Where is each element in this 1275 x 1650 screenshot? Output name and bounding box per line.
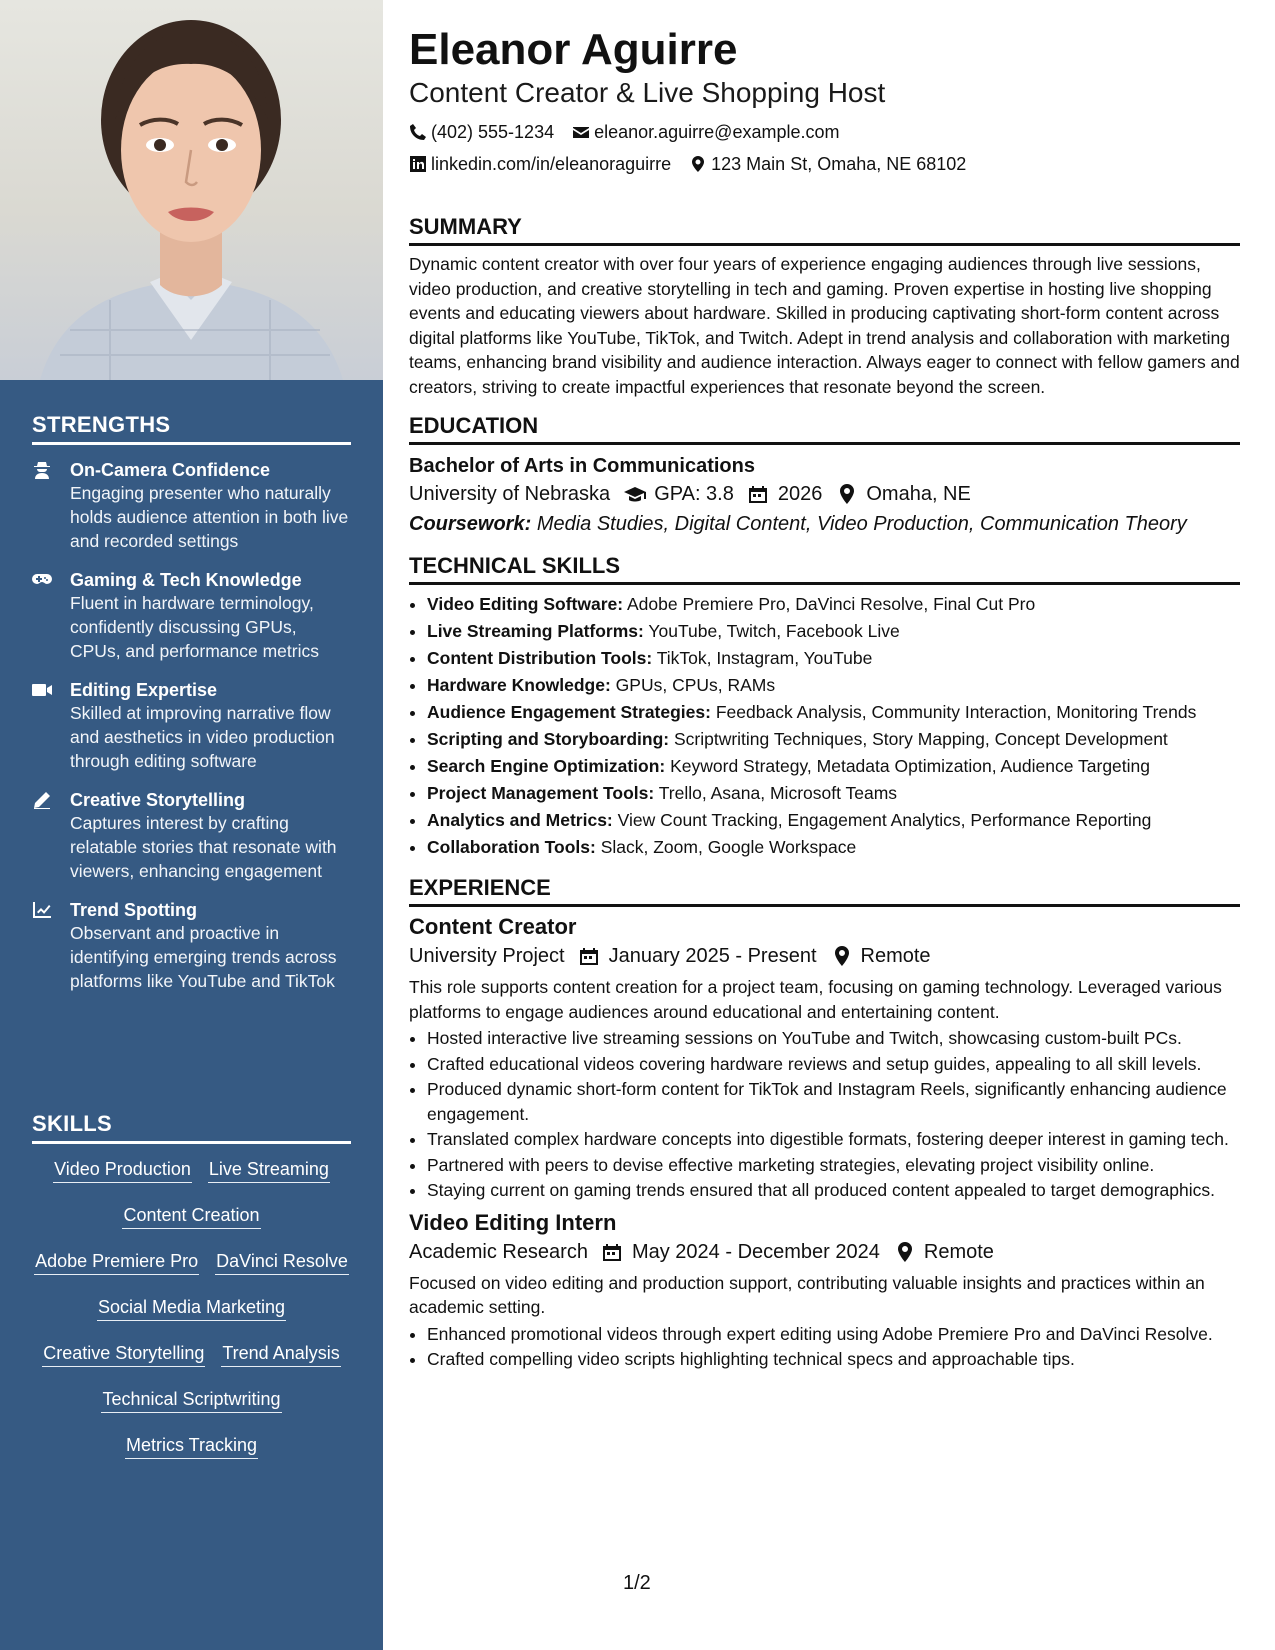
strength-item xyxy=(32,569,351,663)
strength-desc: Skilled at improving narrative flow and aesthetics in video production through editing software xyxy=(70,703,335,771)
skill-tag: Adobe Premiere Pro xyxy=(34,1250,199,1275)
skill-value: TikTok, Instagram, YouTube xyxy=(656,648,873,668)
skill-label: Project Management Tools: xyxy=(427,783,655,803)
strength-desc: Fluent in hardware terminology, confidently discussing GPUs, CPUs, and performance metrics xyxy=(70,593,319,661)
education-title: EDUCATION xyxy=(409,413,1240,445)
summary-text: Dynamic content creator with over four years of experience engaging audiences through live sessions, video production, and creative storytelling in tech and gaming. Proven expertise in hosting live shopping events and educating viewers about hardware. Skilled in producing captivating short-form content across digital platforms like YouTube, TikTok, and Twitch. Adept in trend analysis and collaboration with marketing teams, enhancing brand visibility and audience interaction. Always eager to connect with fellow gamers and creators, striving to create impactful experiences that resonate beyond the screen. xyxy=(409,254,1240,397)
calendar-icon xyxy=(602,1242,624,1262)
strength-title: On-Camera Confidence xyxy=(70,460,271,480)
job-description: This role supports content creation for a project team, focusing on gaming technology. Leveraged various platforms to engage audiences around educational and entertaining content. xyxy=(409,977,1222,1022)
video-camera-icon xyxy=(32,679,70,773)
skill-tag: DaVinci Resolve xyxy=(215,1250,349,1275)
job-description: Focused on video editing and production support, contributing valuable insights and practices within an academic setting. xyxy=(409,1272,1205,1317)
map-marker-icon xyxy=(836,484,858,504)
skill-label: Content Distribution Tools: xyxy=(427,648,653,668)
email-text[interactable]: eleanor.aguirre@example.com xyxy=(594,122,840,142)
linkedin-text[interactable]: linkedin.com/in/eleanoraguirre xyxy=(431,154,672,174)
candidate-role: Content Creator & Live Shopping Host xyxy=(409,77,886,108)
page-number: 1/2 xyxy=(623,1572,651,1594)
map-marker-icon xyxy=(689,155,707,173)
list-item: • Crafted educational videos covering hardware reviews and setup guides, appealing to all skill levels. xyxy=(427,1052,1240,1077)
skill-label: Analytics and Metrics: xyxy=(427,810,613,830)
skill-label: Video Editing Software: xyxy=(427,594,624,614)
experience-entry xyxy=(409,1209,1240,1372)
coursework-label: Coursework: xyxy=(409,513,532,535)
list-item: • Partnered with peers to devise effective marketing strategies, elevating project visibility online. xyxy=(427,1153,1240,1178)
skill-label: Audience Engagement Strategies: xyxy=(427,702,711,722)
graduation-cap-icon xyxy=(624,484,646,504)
list-item xyxy=(427,591,1240,618)
job-org: University Project xyxy=(409,945,565,967)
user-secret-icon xyxy=(32,459,70,553)
education-degree: Bachelor of Arts in Communications xyxy=(409,455,755,477)
job-title: Content Creator xyxy=(409,914,577,939)
job-bullets xyxy=(409,1322,1240,1372)
job-org: Academic Research xyxy=(409,1240,588,1263)
skill-label: Hardware Knowledge: xyxy=(427,675,611,695)
envelope-icon xyxy=(572,123,590,141)
profile-portrait-illustration xyxy=(0,0,383,380)
skill-value: Adobe Premiere Pro, DaVinci Resolve, Final Cut Pro xyxy=(627,594,1036,614)
skill-tag: Content Creation xyxy=(122,1204,260,1229)
list-item xyxy=(427,645,1240,672)
sidebar xyxy=(0,0,383,1650)
address-text: 123 Main St, Omaha, NE 68102 xyxy=(711,154,967,174)
list-item: • Translated complex hardware concepts into digestible formats, fostering deeper interest in gaming tech. xyxy=(427,1127,1240,1152)
skill-tag: Technical Scriptwriting xyxy=(101,1388,281,1413)
strength-title: Creative Storytelling xyxy=(70,790,246,810)
strength-item xyxy=(32,679,351,773)
job-dates: May 2024 - December 2024 xyxy=(631,1240,880,1263)
strengths-section xyxy=(32,412,351,1009)
strength-desc: Observant and proactive in identifying emerging trends across platforms like YouTube and TikTok xyxy=(70,923,337,991)
technical-skills-title: TECHNICAL SKILLS xyxy=(409,553,1240,585)
skill-tag: Trend Analysis xyxy=(221,1342,340,1367)
job-meta xyxy=(409,1237,1240,1267)
skill-value: Scriptwriting Techniques, Story Mapping, Concept Development xyxy=(673,729,1168,749)
strength-item xyxy=(32,459,351,553)
strength-title: Trend Spotting xyxy=(70,900,197,920)
skill-tag: Live Streaming xyxy=(208,1158,330,1183)
gamepad-icon xyxy=(32,569,70,663)
job-location: Remote xyxy=(923,1240,994,1263)
education-meta xyxy=(409,479,1240,509)
skill-label: Collaboration Tools: xyxy=(427,837,596,857)
job-bullets xyxy=(409,1026,1240,1203)
education-year: 2026 xyxy=(777,483,823,505)
contact-row xyxy=(409,116,1240,148)
linkedin-contact[interactable] xyxy=(409,148,671,180)
skills-list xyxy=(32,1158,351,1459)
experience-entry xyxy=(409,913,1240,1203)
skill-value: Feedback Analysis, Community Interaction, Monitoring Trends xyxy=(715,702,1197,722)
strength-desc: Captures interest by crafting relatable stories that resonate with viewers, enhancing engagement xyxy=(70,813,337,881)
skill-value: Trello, Asana, Microsoft Teams xyxy=(658,783,898,803)
list-item: • Hosted interactive live streaming sessions on YouTube and Twitch, showcasing custom-built PCs. xyxy=(427,1026,1240,1051)
list-item xyxy=(427,753,1240,780)
coursework-list: Media Studies, Digital Content, Video Production, Communication Theory xyxy=(536,513,1187,535)
contact-row-2 xyxy=(409,148,1240,180)
linkedin-icon xyxy=(409,155,427,173)
list-item xyxy=(427,672,1240,699)
list-item: • Crafted compelling video scripts highlighting technical specs and approachable tips. xyxy=(427,1347,1240,1372)
strengths-title: STRENGTHS xyxy=(32,412,351,445)
education-section xyxy=(409,413,1240,539)
skills-title: SKILLS xyxy=(32,1111,351,1144)
strength-item xyxy=(32,899,351,993)
phone-icon xyxy=(409,123,427,141)
main-content xyxy=(409,26,1240,1373)
list-item xyxy=(427,780,1240,807)
email-contact[interactable] xyxy=(572,116,839,148)
strength-title: Editing Expertise xyxy=(70,680,218,700)
pencil-icon xyxy=(32,789,70,883)
phone-text: (402) 555-1234 xyxy=(431,122,555,142)
skill-value: GPUs, CPUs, RAMs xyxy=(615,675,776,695)
strength-item xyxy=(32,789,351,883)
map-marker-icon xyxy=(831,946,853,966)
experience-title: EXPERIENCE xyxy=(409,875,1240,907)
map-marker-icon xyxy=(894,1242,916,1262)
skill-label: Live Streaming Platforms: xyxy=(427,621,644,641)
list-item xyxy=(427,807,1240,834)
strength-title: Gaming & Tech Knowledge xyxy=(70,570,302,590)
skill-label: Scripting and Storyboarding: xyxy=(427,729,670,749)
skill-value: YouTube, Twitch, Facebook Live xyxy=(648,621,900,641)
skill-value: View Count Tracking, Engagement Analytics, Performance Reporting xyxy=(617,810,1152,830)
skill-tag: Video Production xyxy=(53,1158,192,1183)
calendar-icon xyxy=(579,946,601,966)
technical-skills-section xyxy=(409,553,1240,861)
skill-value: Keyword Strategy, Metadata Optimization, Audience Targeting xyxy=(670,756,1151,776)
skills-section xyxy=(32,1111,351,1459)
job-title: Video Editing Intern xyxy=(409,1209,617,1235)
list-item: • Enhanced promotional videos through expert editing using Adobe Premiere Pro and DaVinci Resolve. xyxy=(427,1322,1240,1347)
skill-tag: Metrics Tracking xyxy=(125,1434,258,1459)
list-item: • Produced dynamic short-form content for TikTok and Instagram Reels, significantly enhancing audience engagement. xyxy=(427,1077,1240,1126)
education-coursework xyxy=(409,509,1240,539)
technical-skills-list xyxy=(409,591,1240,861)
education-gpa: GPA: 3.8 xyxy=(654,483,734,505)
summary-title: SUMMARY xyxy=(409,214,1240,246)
experience-section xyxy=(409,875,1240,1372)
skill-tag: Creative Storytelling xyxy=(42,1342,205,1367)
address-contact xyxy=(689,148,966,180)
list-item xyxy=(427,834,1240,861)
job-meta xyxy=(409,941,1240,971)
calendar-icon xyxy=(748,484,770,504)
list-item xyxy=(427,618,1240,645)
chart-line-icon xyxy=(32,899,70,993)
list-item xyxy=(427,726,1240,753)
list-item xyxy=(427,699,1240,726)
education-location: Omaha, NE xyxy=(866,483,971,505)
strength-desc: Engaging presenter who naturally holds audience attention in both live and recorded settings xyxy=(70,483,349,551)
summary-section xyxy=(409,214,1240,399)
skill-tag: Social Media Marketing xyxy=(97,1296,286,1321)
phone-contact xyxy=(409,116,554,148)
skill-label: Search Engine Optimization: xyxy=(427,756,666,776)
candidate-name: Eleanor Aguirre xyxy=(409,25,738,74)
job-location: Remote xyxy=(860,945,931,967)
profile-photo xyxy=(0,0,383,380)
list-item: • Staying current on gaming trends ensured that all produced content appealed to target demographics. xyxy=(427,1178,1240,1203)
education-school: University of Nebraska xyxy=(409,483,611,505)
job-dates: January 2025 - Present xyxy=(608,945,817,967)
skill-value: Slack, Zoom, Google Workspace xyxy=(600,837,857,857)
